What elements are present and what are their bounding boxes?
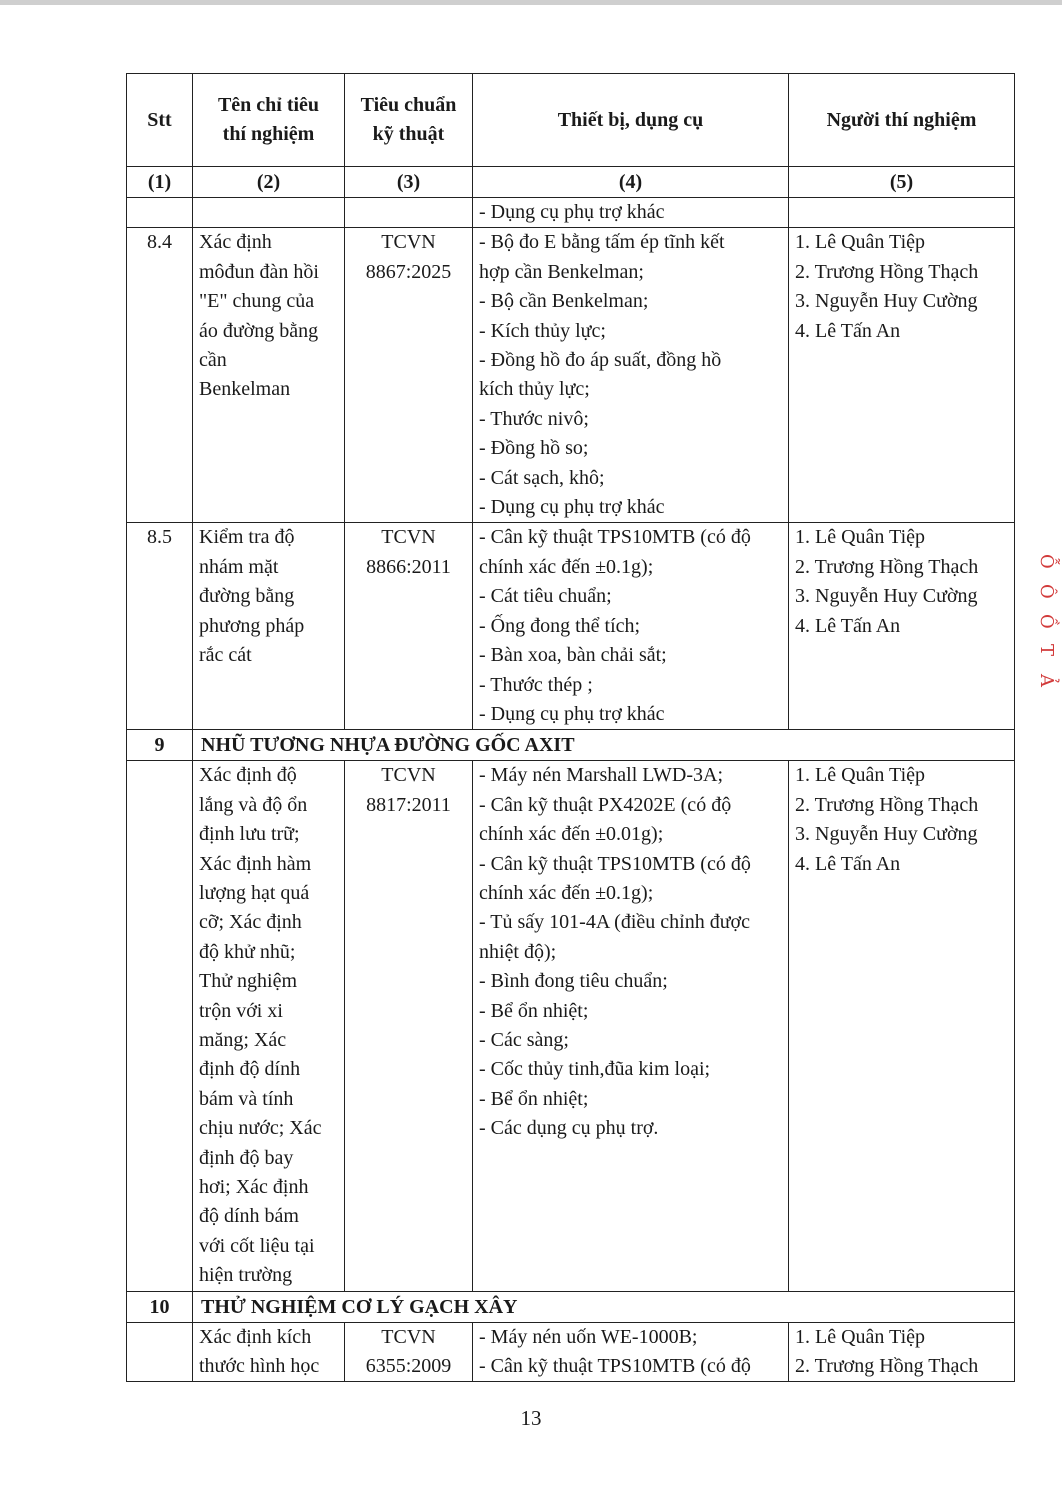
- cell-stt: [127, 198, 193, 228]
- header-stt: Stt: [127, 74, 193, 167]
- tester-line: 4. Lê Tấn An: [795, 852, 901, 875]
- stamp-glyph: Ồ: [1036, 614, 1057, 629]
- section-row-9: [127, 730, 1015, 761]
- name-line: độ dính bám: [199, 1205, 299, 1228]
- tester-line: 2. Trương Hồng Thạch: [795, 793, 979, 816]
- tester-line: 1. Lê Quân Tiệp: [795, 1325, 925, 1348]
- equipment-line: - Bể ổn nhiệt;: [479, 999, 589, 1022]
- equipment-line: - Dụng cụ phụ trợ khác: [479, 496, 665, 519]
- cell-standard: [345, 761, 473, 1291]
- equipment-line: - Kích thủy lực;: [479, 319, 606, 342]
- table-header-row: [127, 74, 1015, 167]
- header-standard: [345, 74, 473, 167]
- name-line: đường bằng: [199, 585, 295, 608]
- name-line: thước hình học: [199, 1355, 320, 1378]
- tester-line: 3. Nguyễn Huy Cường: [795, 290, 978, 313]
- equipment-line: - Máy nén Marshall LWD-3A;: [479, 764, 724, 787]
- cell-stt: [127, 1322, 193, 1382]
- table-row-8-4: [127, 228, 1015, 523]
- tester-line: 3. Nguyễn Huy Cường: [795, 823, 978, 846]
- name-line: Thử nghiệm: [199, 970, 298, 993]
- equipment-line: - Bộ đo E bằng tấm ép tĩnh kết: [479, 231, 725, 254]
- equipment-line: - Cân kỹ thuật PX4202E (có độ: [479, 793, 732, 816]
- equipment-line: - Cát tiêu chuẩn;: [479, 585, 612, 608]
- column-number-row: [127, 167, 1015, 198]
- equipment-line: chính xác đến ±0.01g);: [479, 823, 664, 846]
- tester-line: 4. Lê Tấn An: [795, 319, 901, 342]
- header-equipment: Thiết bị, dụng cụ: [473, 74, 789, 167]
- tester-line: 1. Lê Quân Tiệp: [795, 526, 925, 549]
- equipment-line: chính xác đến ±0.1g);: [479, 555, 654, 578]
- equipment-line: - Đồng hồ đo áp suất, đồng hồ: [479, 349, 722, 372]
- name-line: nhám mặt: [199, 555, 279, 578]
- standard-line: TCVN: [381, 1325, 436, 1348]
- standard-line: 6355:2009: [365, 1355, 452, 1378]
- equipment-line: chính xác đến ±0.1g);: [479, 881, 654, 904]
- cell-stt: 8.4: [127, 228, 193, 523]
- cell-tester: [789, 523, 1015, 730]
- name-line: chịu nước; Xác: [199, 1117, 322, 1140]
- column-number: (5): [789, 167, 1015, 198]
- name-line: Xác định: [199, 231, 272, 254]
- equipment-line: - Máy nén uốn WE-1000B;: [479, 1325, 698, 1348]
- cell-standard: [345, 228, 473, 523]
- equipment-line: - Bình đong tiêu chuẩn;: [479, 970, 668, 993]
- name-line: định độ bay: [199, 1146, 294, 1169]
- name-line: măng; Xác: [199, 1028, 287, 1051]
- name-line: hiện trường: [199, 1264, 293, 1287]
- header-test-name-line: thí nghiệm: [222, 123, 315, 145]
- name-line: với cốt liệu tại: [199, 1234, 315, 1257]
- name-line: rắc cát: [199, 644, 252, 667]
- tester-line: 2. Trương Hồng Thạch: [795, 260, 979, 283]
- table-row-9: [127, 761, 1015, 1291]
- section-title: THỬ NGHIỆM CƠ LÝ GẠCH XÂY: [193, 1291, 1015, 1322]
- standard-line: TCVN: [381, 764, 436, 787]
- equipment-line: - Cân kỹ thuật TPS10MTB (có độ: [479, 526, 751, 549]
- stamp-glyph: T: [1036, 644, 1057, 657]
- header-test-name-line: Tên chỉ tiêu: [217, 94, 320, 116]
- table-row-8-5: [127, 523, 1015, 730]
- cell-tester: [789, 761, 1015, 1291]
- name-line: áo đường bằng: [199, 319, 319, 342]
- section-stt: 9: [127, 730, 193, 761]
- cell-test-name: [193, 228, 345, 523]
- section-row-10: [127, 1291, 1015, 1322]
- test-capability-table: [126, 73, 1015, 1382]
- scan-top-edge: [0, 0, 1062, 5]
- cell-stt: [127, 761, 193, 1291]
- standard-line: 8817:2011: [366, 793, 451, 816]
- equipment-line: - Tủ sấy 101-4A (điều chỉnh được: [479, 911, 750, 934]
- tester-line: 3. Nguyễn Huy Cường: [795, 585, 978, 608]
- cell-test-name: [193, 198, 345, 228]
- equipment-line: - Bộ cần Benkelman;: [479, 290, 649, 313]
- stamp-glyph: Ả: [1036, 674, 1057, 687]
- column-number: (1): [127, 167, 193, 198]
- column-number: (2): [193, 167, 345, 198]
- name-line: lắng và độ ổn: [199, 793, 308, 816]
- cell-test-name: [193, 523, 345, 730]
- tester-line: 4. Lê Tấn An: [795, 614, 901, 637]
- cell-equipment: [473, 198, 789, 228]
- header-standard-line: kỹ thuật: [372, 123, 445, 145]
- standard-line: TCVN: [381, 231, 436, 254]
- tester-line: 2. Trương Hồng Thạch: [795, 555, 979, 578]
- table-row-10: [127, 1322, 1015, 1382]
- equipment-line: - Thước nivô;: [479, 407, 589, 430]
- name-line: "E" chung của: [199, 290, 315, 313]
- equipment-line: - Đồng hồ so;: [479, 437, 589, 460]
- equipment-line: - Dụng cụ phụ trợ khác: [479, 201, 665, 223]
- section-stt: 10: [127, 1291, 193, 1322]
- cell-tester: [789, 228, 1015, 523]
- cell-tester: [789, 198, 1015, 228]
- name-line: cần: [199, 349, 227, 372]
- cell-test-name: [193, 1322, 345, 1382]
- cell-stt: 8.5: [127, 523, 193, 730]
- name-line: trộn với xi: [199, 999, 283, 1022]
- equipment-line: nhiệt độ);: [479, 940, 557, 963]
- name-line: Kiểm tra độ: [199, 526, 295, 549]
- equipment-line: - Cân kỹ thuật TPS10MTB (có độ: [479, 852, 751, 875]
- equipment-line: - Cân kỹ thuật TPS10MTB (có độ: [479, 1355, 751, 1378]
- cell-equipment: [473, 761, 789, 1291]
- equipment-line: - Bàn xoa, bàn chải sắt;: [479, 644, 667, 667]
- name-line: môđun đàn hồi: [199, 260, 319, 283]
- column-number: (4): [473, 167, 789, 198]
- name-line: Benkelman: [199, 378, 291, 401]
- equipment-line: - Ống đong thể tích;: [479, 614, 641, 637]
- column-number: (3): [345, 167, 473, 198]
- equipment-line: - Các dụng cụ phụ trợ.: [479, 1117, 659, 1140]
- equipment-line: - Bể ổn nhiệt;: [479, 1087, 589, 1110]
- header-test-name: [193, 74, 345, 167]
- equipment-line: hợp cần Benkelman;: [479, 260, 644, 283]
- cell-equipment: [473, 1322, 789, 1382]
- cell-equipment: [473, 228, 789, 523]
- cell-standard: [345, 198, 473, 228]
- name-line: hơi; Xác định: [199, 1176, 309, 1198]
- standard-line: TCVN: [381, 526, 436, 549]
- stamp-fragment: [1030, 555, 1062, 755]
- name-line: cỡ; Xác định: [199, 911, 302, 934]
- name-line: định độ dính: [199, 1058, 301, 1081]
- cell-equipment: [473, 523, 789, 730]
- stamp-glyph: Ô: [1036, 584, 1057, 599]
- tester-line: 2. Trương Hồng Thạch: [795, 1355, 979, 1378]
- name-line: Xác định kích: [199, 1325, 312, 1348]
- equipment-line: kích thủy lực;: [479, 378, 590, 401]
- cell-test-name: [193, 761, 345, 1291]
- equipment-line: - Thước thép ;: [479, 673, 593, 696]
- section-title: NHŨ TƯƠNG NHỰA ĐƯỜNG GỐC AXIT: [193, 730, 1015, 761]
- name-line: phương pháp: [199, 614, 305, 637]
- name-line: Xác định độ: [199, 764, 297, 787]
- cell-standard: [345, 1322, 473, 1382]
- header-standard-line: Tiêu chuẩn: [360, 94, 457, 116]
- continuation-row: [127, 198, 1015, 228]
- tester-line: 1. Lê Quân Tiệp: [795, 764, 925, 787]
- name-line: định lưu trữ;: [199, 823, 300, 846]
- tester-line: 1. Lê Quân Tiệp: [795, 231, 925, 254]
- equipment-line: - Cát sạch, khô;: [479, 466, 605, 489]
- standard-line: 8866:2011: [366, 555, 451, 578]
- header-tester: Người thí nghiệm: [789, 74, 1015, 167]
- name-line: Xác định hàm: [199, 852, 312, 875]
- name-line: lượng hạt quá: [199, 881, 310, 904]
- stamp-glyph: Ỗ: [1036, 554, 1057, 569]
- equipment-line: - Dụng cụ phụ trợ khác: [479, 702, 665, 725]
- page-number: 13: [520, 1406, 542, 1430]
- equipment-line: - Các sàng;: [479, 1028, 569, 1051]
- name-line: độ khử nhũ;: [199, 940, 296, 963]
- cell-standard: [345, 523, 473, 730]
- cell-tester: [789, 1322, 1015, 1382]
- equipment-line: - Cốc thủy tinh,đũa kim loại;: [479, 1058, 711, 1081]
- name-line: bám và tính: [199, 1087, 294, 1110]
- standard-line: 8867:2025: [365, 260, 452, 283]
